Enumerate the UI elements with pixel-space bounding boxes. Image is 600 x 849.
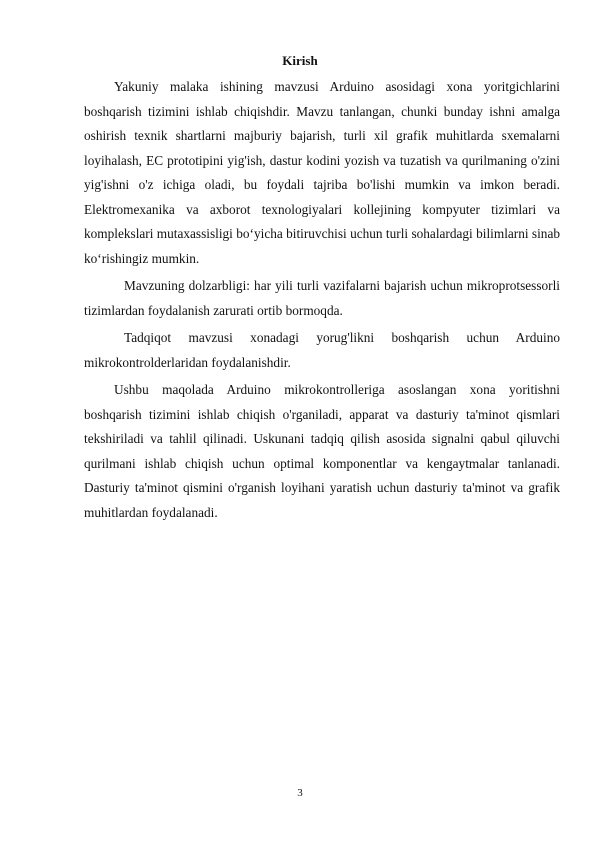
relevance-paragraph: Mavzuning dolzarbligi: har yili turli vazifalarni bajarish uchun mikroprotsessorli tizimlardan foydalanish zarurati ortib bormoqda. [84,278,560,318]
research-subject-paragraph: Tadqiqot mavzusi xonadagi yorug'likni boshqarish uchun Arduino mikrokontrolderlaridan foydalanishdir. [84,330,560,370]
intro-paragraph: Yakuniy malaka ishining mavzusi Arduino asosidagi xona yoritgichlarini boshqarish tizimini ishlab chiqishdir. Mavzu tanlangan, chunki bunday ishni amalga oshirish texnik shartlarni majburiy bajarish, turli xil grafik muhitlarda sxemalarni loyihalash, EC prototipini yig'ish, dastur kodini yozish va tuzatish va qurilmaning o'zini yig'ishni o'z ichiga oladi, bu foydali tajriba bo'lishi mumkin va imkon beradi. Elektromexanika va axborot texnologiyalari kollejining kompyuter tizimlari va komplekslari mutaxassisligi bo‘yicha bitiruvchisi uchun turli sohalardagi bilimlarni sinab ko‘rishingiz mumkin. [84,79,560,266]
body-text [84,75,560,525]
page-number: 3 [297,787,303,799]
page-title: Kirish [282,53,318,68]
article-summary-paragraph: Ushbu maqolada Arduino mikrokontrolleriga asoslangan xona yoritishni boshqarish tizimini ishlab chiqish o'rganiladi, apparat va dasturiy ta'minot qismlari tekshiriladi va tahlil qilinadi. Uskunani tadqiq qilish asosida signalni qabul qiluvchi qurilmani ishlab chiqish uchun optimal komponentlar va kengaytmalar tanlanadi. Dasturiy ta'minot qismini o'rganish loyihani yaratish uchun dasturiy ta'minot va grafik muhitlardan foydalanadi. [84,382,560,520]
